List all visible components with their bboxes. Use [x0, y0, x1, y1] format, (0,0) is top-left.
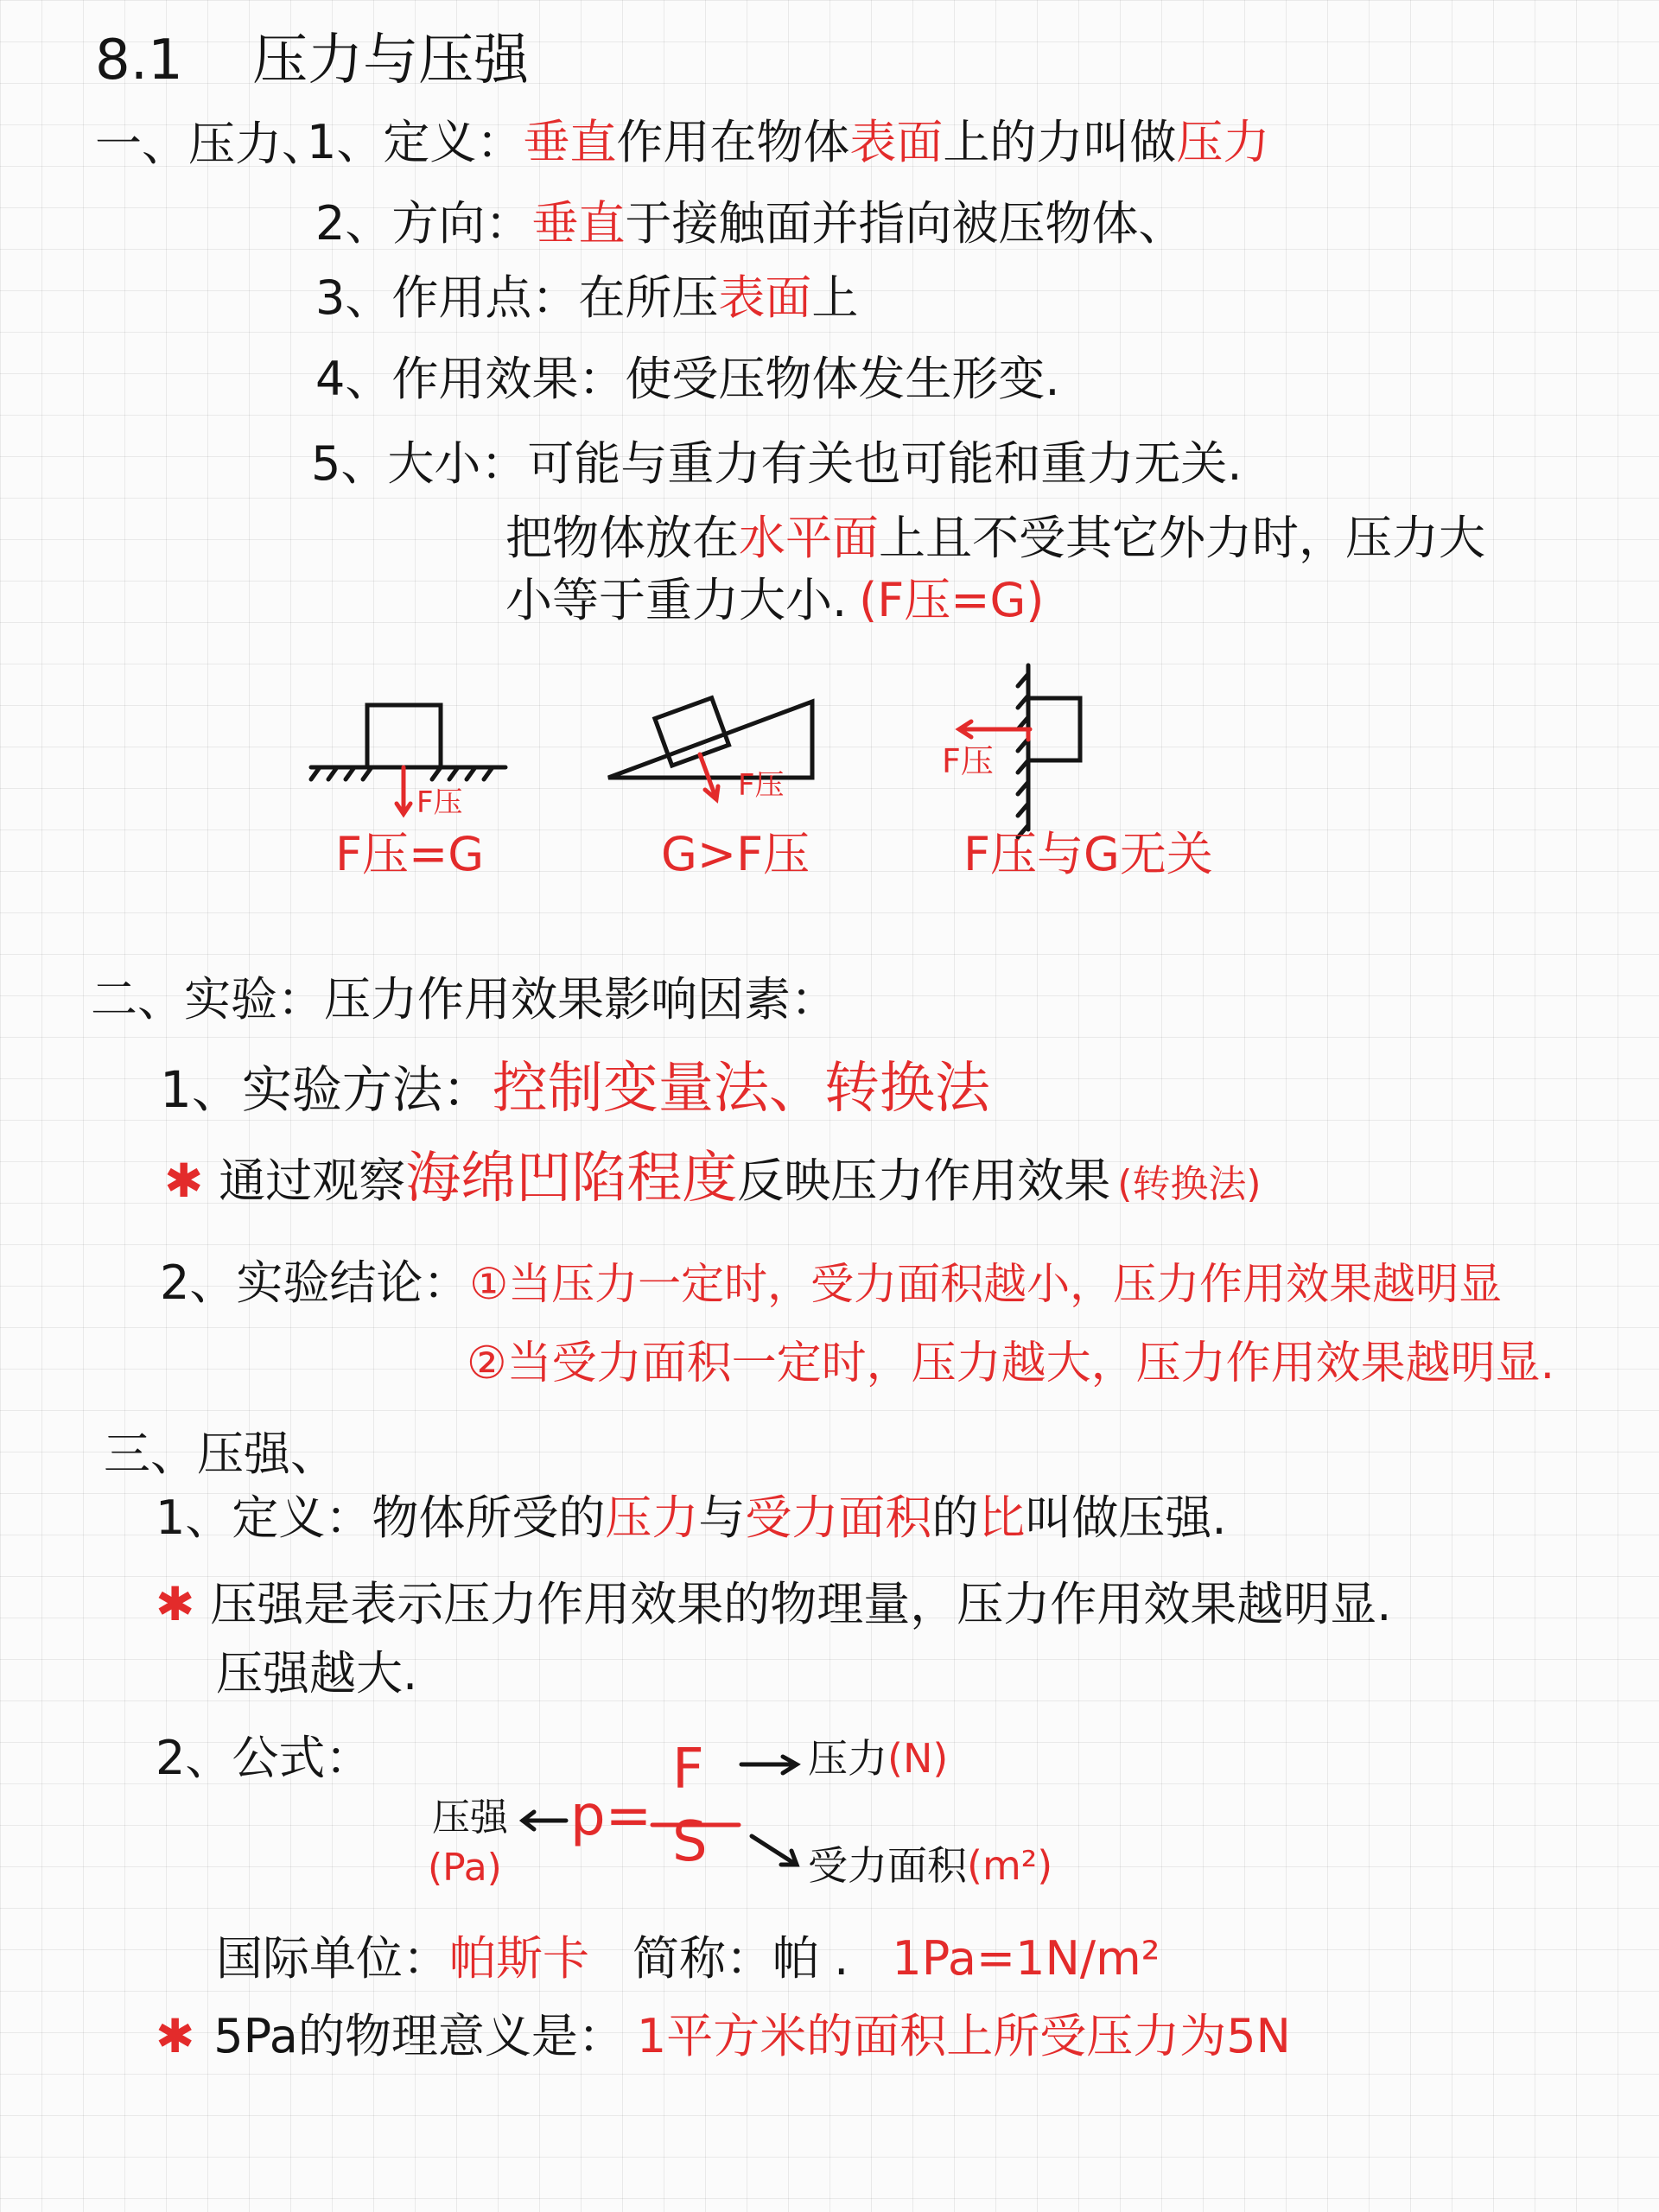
formula-top-label	[808, 1735, 949, 1782]
s2-observation	[164, 1147, 1262, 1211]
def-k2: 上的力叫做	[943, 115, 1177, 169]
dir-number: 2、方向：	[315, 196, 532, 251]
d2-caption: G>F压	[661, 827, 810, 881]
s2-method	[160, 1057, 990, 1121]
s3def-k3: 的	[931, 1491, 979, 1545]
formula-denominator: S	[672, 1810, 708, 1874]
line2-r: 水平面	[739, 511, 879, 565]
s3def-k4: 叫做压强.	[1025, 1491, 1227, 1545]
formula-left-label: 压强	[432, 1796, 508, 1840]
line2-k1: 把物体放在	[505, 511, 739, 565]
star1-r2: (转换法)	[1117, 1162, 1262, 1206]
d1-caption: F压=G	[335, 827, 485, 881]
diagram-incline	[596, 691, 830, 830]
s2-heading: 二、实验：压力作用效果影响因素：	[91, 972, 837, 1027]
star1-k1: 通过观察	[219, 1154, 406, 1208]
area-unit: (m²)	[967, 1842, 1053, 1889]
s1-size	[311, 436, 1243, 491]
dir-k: 于接触面并指向被压物体、	[625, 196, 1185, 251]
s1-point	[315, 270, 859, 325]
units-equation: 1Pa=1N/m²	[892, 1931, 1160, 1986]
title	[95, 29, 530, 92]
star1-r: 海绵凹陷程度	[405, 1147, 738, 1211]
units-abbr: 简称：帕 .	[632, 1931, 849, 1986]
s1-direction	[315, 196, 1185, 251]
s1-effect	[315, 352, 1060, 406]
star3-r: 1平方米的面积上所受压力为5N	[636, 2009, 1291, 2063]
star2-line2: 压强越大.	[216, 1646, 418, 1700]
pt-k: 在所压	[578, 270, 719, 325]
line2-k2: 上且不受其它外力时，压力大	[879, 511, 1485, 565]
pt-number: 3、作用点：	[315, 270, 579, 325]
d2-force-label: F压	[738, 768, 785, 803]
d3-force-label: F压	[942, 742, 994, 780]
dir-r: 垂直	[531, 196, 626, 251]
force-unit: (N)	[887, 1735, 949, 1782]
conclusion-number: 2、实验结论：	[160, 1255, 470, 1310]
def-r2: 表面	[849, 115, 944, 169]
s3def-k1: 物体所受的	[372, 1491, 606, 1545]
def-k1: 作用在物体	[616, 115, 850, 169]
units-label: 国际单位：	[216, 1931, 449, 1986]
star3-k: 5Pa的物理意义是：	[213, 2009, 625, 2063]
star-mark: ✱	[164, 1154, 204, 1208]
method-number: 1、实验方法：	[160, 1060, 493, 1119]
area-text: 受力面积	[808, 1842, 967, 1889]
star-mark: ✱	[156, 2009, 195, 2063]
conclusion-1: ①当压力一定时，受力面积越小，压力作用效果越明显	[469, 1259, 1503, 1309]
s1-size-line3	[505, 573, 1045, 627]
units-name: 帕斯卡	[449, 1931, 589, 1986]
s1-definition	[307, 115, 1270, 169]
s3-star2	[156, 1577, 1392, 1631]
def-number: 1、定义：	[307, 115, 524, 169]
formula-bottom-label	[808, 1842, 1053, 1889]
s3def-r3: 比	[978, 1491, 1026, 1545]
star-mark: ✱	[156, 1577, 195, 1631]
d3-caption: F压与G无关	[963, 827, 1213, 881]
formula-left-unit: (Pa)	[428, 1846, 502, 1890]
s2-conclusion-2: ②当受力面积一定时，压力越大，压力作用效果越明显.	[467, 1338, 1555, 1389]
eff-k: 使受压物体发生形变.	[625, 352, 1060, 406]
s3-star3	[156, 2009, 1291, 2063]
s3def-k2: 与	[698, 1491, 746, 1545]
pt-k2: 上	[811, 270, 859, 325]
star2-line1: 压强是表示压力作用效果的物理量，压力作用效果越明显.	[210, 1577, 1392, 1631]
s3def-r1: 压力	[605, 1491, 699, 1545]
line3-r: (F压=G)	[859, 573, 1045, 627]
eff-number: 4、作用效果：	[315, 352, 626, 406]
method-r: 控制变量法、转换法	[492, 1057, 990, 1121]
formula-p: p=	[570, 1784, 652, 1848]
size-number: 5、大小：	[311, 436, 528, 491]
s3-definition	[156, 1491, 1227, 1545]
d1-force-label: F压	[416, 785, 463, 820]
s1-size-line2	[505, 511, 1485, 565]
line3-k: 小等于重力大小.	[505, 573, 848, 627]
title-text: 压力与压强	[252, 29, 530, 92]
s3def-r2: 受力面积	[745, 1491, 932, 1545]
pt-r: 表面	[718, 270, 812, 325]
s3-formula-label: 2、公式：	[156, 1731, 372, 1785]
diagram-horizontal-surface	[302, 691, 527, 830]
s3def-number: 1、定义：	[156, 1491, 372, 1545]
s2-conclusion	[160, 1255, 1503, 1310]
star1-k2: 反映压力作用效果	[737, 1154, 1111, 1208]
s1-heading: 一、压力、	[95, 117, 328, 171]
size-k: 可能与重力有关也可能和重力无关.	[527, 436, 1243, 491]
s3-heading: 三、压强、	[104, 1427, 337, 1481]
section-number: 8.1	[95, 29, 183, 92]
s3-units	[216, 1931, 1160, 1986]
force-text: 压力	[808, 1735, 887, 1782]
def-r3: 压力	[1176, 115, 1270, 169]
def-r1: 垂直	[523, 115, 617, 169]
formula-numerator: F	[672, 1738, 704, 1802]
